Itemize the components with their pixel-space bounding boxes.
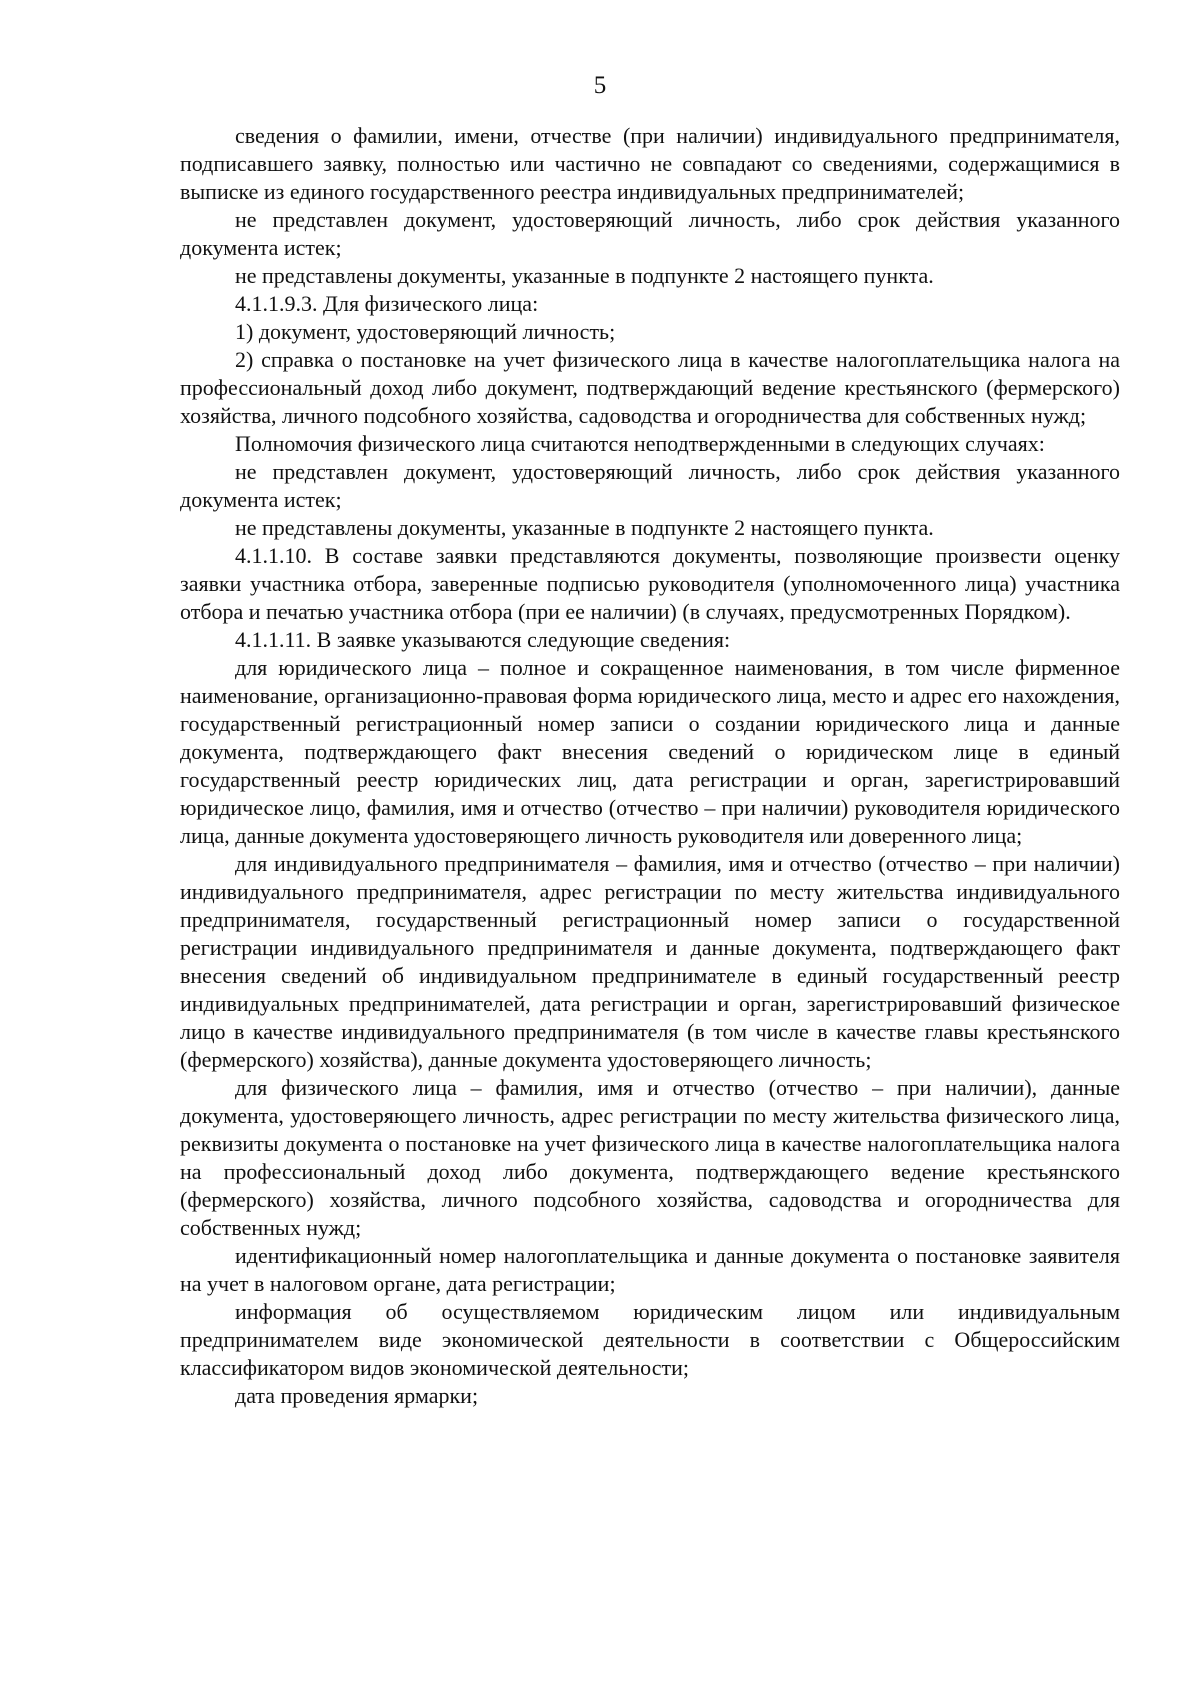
paragraph-legal-entity-info: для юридического лица – полное и сокращенное наименования, в том числе фирменное наименование, организационно-правовая форма юридического лица, место и адрес его нахождения, государственный регистрационный номер записи о создании юридического лица и данные документа, подтверждающего факт внесения сведений о юридическом лице в единый государственный реестр юридических лиц, дата регистрации и орган, зарегистрировавший юридическое лицо, фамилия, имя и отчество (отчество – при наличии) руководителя юридического лица, данные документа удостоверяющего личность руководителя или доверенного лица; bbox=[180, 655, 1120, 848]
document-body bbox=[180, 122, 1120, 1410]
paragraph-taxpayer-id: идентификационный номер налогоплательщика и данные документа о постановке заявителя на учет в налоговом органе, дата регистрации; bbox=[180, 1243, 1120, 1296]
paragraph-section-4-1-1-11: 4.1.1.11. В заявке указываются следующие сведения: bbox=[235, 627, 731, 652]
paragraph-ip-name-mismatch: сведения о фамилии, имени, отчестве (при наличии) индивидуального предпринимателя, подписавшего заявку, полностью или частично не совпадают со сведениями, содержащимися в выписке из единого государственного реестра индивидуальных предпринимателей; bbox=[180, 123, 1120, 204]
paragraph-section-4-1-1-10: 4.1.1.10. В составе заявки представляются документы, позволяющие произвести оценку заявки участника отбора, заверенные подписью руководителя (уполномоченного лица) участника отбора и печатью участника отбора (при ее наличии) (в случаях, предусмотренных Порядком). bbox=[180, 543, 1120, 624]
paragraph-item-1-identity-document: 1) документ, удостоверяющий личность; bbox=[235, 319, 616, 344]
paragraph-no-identity-document: не представлен документ, удостоверяющий личность, либо срок действия указанного документа истек; bbox=[180, 207, 1120, 260]
paragraph-individual-info: для физического лица – фамилия, имя и отчество (отчество – при наличии), данные документа, удостоверяющего личность, адрес регистрации по месту жительства физического лица, реквизиты документа о постановке на учет физического лица в качестве налогоплательщика налога на профессиональный доход либо документа, подтверждающего ведение крестьянского (фермерского) хозяйства, личного подсобного хозяйства, садоводства и огородничества для собственных нужд; bbox=[180, 1075, 1120, 1240]
paragraph-section-4-1-1-9-3: 4.1.1.9.3. Для физического лица: bbox=[235, 291, 539, 316]
paragraph-item-2-tax-certificate: 2) справка о постановке на учет физического лица в качестве налогоплательщика налога на профессиональный доход либо документ, подтверждающий ведение крестьянского (фермерского) хозяйства, личного подсобного хозяйства, садоводства и огородничества для собственных нужд; bbox=[180, 347, 1120, 428]
paragraph-no-identity-document-2: не представлен документ, удостоверяющий личность, либо срок действия указанного документа истек; bbox=[180, 459, 1120, 512]
paragraph-individual-authority-unconfirmed: Полномочия физического лица считаются неподтвержденными в следующих случаях: bbox=[235, 431, 1045, 456]
paragraph-fair-date: дата проведения ярмарки; bbox=[235, 1383, 479, 1408]
paragraph-entrepreneur-info: для индивидуального предпринимателя – фамилия, имя и отчество (отчество – при наличии) индивидуального предпринимателя, адрес регистрации по месту жительства индивидуального предпринимателя, государственный регистрационный номер записи о государственной регистрации индивидуального предпринимателя и данные документа, подтверждающего факт внесения сведений об индивидуальном предпринимателе в единый государственный реестр индивидуальных предпринимателей, дата регистрации и орган, зарегистрировавший физическое лицо в качестве индивидуального предпринимателя (в том числе в качестве главы крестьянского (фермерского) хозяйства), данные документа удостоверяющего личность; bbox=[180, 851, 1120, 1072]
paragraph-missing-documents: не представлены документы, указанные в подпункте 2 настоящего пункта. bbox=[235, 263, 934, 288]
paragraph-economic-activity: информация об осуществляемом юридическим лицом или индивидуальным предпринимателем виде экономической деятельности в соответствии с Общероссийским классификатором видов экономической деятельности; bbox=[180, 1299, 1120, 1380]
paragraph-missing-documents-2: не представлены документы, указанные в подпункте 2 настоящего пункта. bbox=[235, 515, 934, 540]
page-number: 5 bbox=[593, 72, 607, 99]
